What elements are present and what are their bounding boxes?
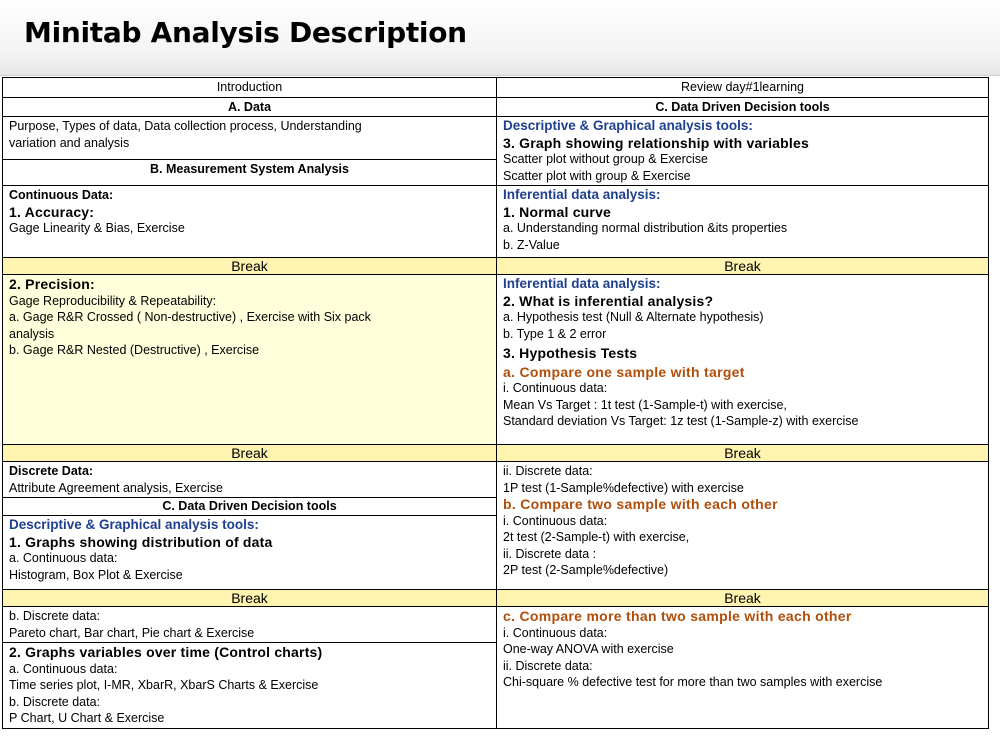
text-line: b. Type 1 & 2 error [503, 326, 607, 341]
section-c-tools-left: C. Data Driven Decision tools [3, 498, 497, 516]
subheading: Continuous Data: [9, 188, 114, 202]
subheading: Discrete Data: [9, 464, 94, 478]
slide-header [0, 0, 1000, 76]
text-line: a. Gage R&R Crossed ( Non-destructive) , Exercise with Six pack [9, 310, 371, 324]
text-line: 2t test (2-Sample-t) with exercise, [503, 530, 690, 544]
table-row [3, 97, 989, 117]
text-line: a. Continuous data: [9, 551, 118, 565]
multi-sample-cell [497, 607, 989, 729]
section-a-data: A. Data [3, 97, 497, 117]
break-label: Break [497, 445, 989, 462]
text-line: ii. Discrete data : [503, 546, 597, 561]
text-line: Purpose, Types of data, Data collection process, Understanding [9, 119, 362, 133]
table-header-row [3, 78, 989, 98]
break-label: Break [497, 590, 989, 607]
text-line: P Chart, U Chart & Exercise [9, 711, 165, 725]
topic-heading: 1. Graphs showing distribution of data [9, 533, 273, 550]
discrete-data-cell [3, 462, 497, 498]
text-line: One-way ANOVA with exercise [503, 642, 674, 656]
text-line: Scatter plot with group & Exercise [503, 168, 691, 183]
discrete-charts-cell [3, 607, 497, 643]
text-line: Mean Vs Target : 1t test (1-Sample-t) with exercise, [503, 397, 787, 412]
header-introduction: Introduction [3, 78, 497, 98]
orange-subtitle: c. Compare more than two sample with each other [503, 608, 852, 624]
slide-title: Minitab Analysis Description [24, 16, 467, 49]
topic-heading: 1. Accuracy: [9, 203, 95, 220]
text-line: 1P test (1-Sample%defective) with exercise [503, 480, 744, 495]
text-line: a. Understanding normal distribution &its properties [503, 221, 788, 235]
relationship-graphs-cell [497, 117, 989, 186]
section-b-msa: B. Measurement System Analysis [3, 160, 497, 186]
table-row [3, 462, 989, 498]
blue-subtitle: Inferential data analysis: [503, 187, 661, 202]
topic-heading: 2. Graphs variables over time (Control charts) [9, 644, 323, 660]
data-topics-cell [3, 117, 497, 160]
text-line: Scatter plot without group & Exercise [503, 152, 708, 166]
text-line: Pareto chart, Bar chart, Pie chart & Exercise [9, 625, 255, 640]
agenda-table [2, 77, 989, 729]
text-line: Time series plot, I-MR, XbarR, XbarS Charts & Exercise [9, 678, 319, 692]
break-row [3, 590, 989, 607]
precision-cell [3, 275, 497, 445]
text-line: Attribute Agreement analysis, Exercise [9, 480, 223, 495]
table-row [3, 117, 989, 160]
text-line: b. Discrete data: [9, 694, 101, 709]
break-row [3, 258, 989, 275]
text-line: ii. Discrete data: [503, 658, 593, 673]
orange-subtitle: b. Compare two sample with each other [503, 496, 778, 512]
table-row [3, 607, 989, 643]
topic-heading: 3. Hypothesis Tests [503, 345, 638, 361]
text-line: i. Continuous data: [503, 625, 608, 640]
blue-subtitle: Descriptive & Graphical analysis tools: [9, 517, 259, 532]
normal-curve-cell [497, 186, 989, 258]
text-line: Standard deviation Vs Target: 1z test (1-Sample-z) with exercise [503, 414, 859, 428]
blue-subtitle: Inferential data analysis: [503, 276, 661, 291]
break-label: Break [497, 258, 989, 275]
text-line: ii. Discrete data: [503, 464, 593, 478]
hypothesis-cell [497, 275, 989, 445]
two-sample-cell [497, 462, 989, 590]
blue-subtitle: Descriptive & Graphical analysis tools: [503, 118, 753, 133]
orange-subtitle: a. Compare one sample with target [503, 363, 745, 380]
topic-heading: 1. Normal curve [503, 203, 612, 220]
text-line: b. Discrete data: [9, 609, 101, 623]
text-line: a. Continuous data: [9, 661, 118, 676]
break-row [3, 445, 989, 462]
topic-heading: 3. Graph showing relationship with variables [503, 134, 809, 151]
table-row [3, 275, 989, 445]
break-label: Break [3, 445, 497, 462]
text-line: variation and analysis [9, 135, 130, 150]
text-line: Chi-square % defective test for more than two samples with exercise [503, 675, 883, 689]
text-line: b. Gage R&R Nested (Destructive) , Exercise [9, 343, 260, 357]
header-review: Review day#1learning [497, 78, 989, 98]
text-line: b. Z-Value [503, 237, 560, 252]
text-line: analysis [9, 326, 55, 341]
text-line: Histogram, Box Plot & Exercise [9, 567, 183, 582]
accuracy-cell [3, 186, 497, 258]
control-charts-cell [3, 643, 497, 729]
topic-heading: 2. What is inferential analysis? [503, 292, 714, 309]
text-line: a. Hypothesis test (Null & Alternate hypothesis) [503, 310, 764, 324]
table-row [3, 186, 989, 258]
text-line: Gage Reproducibility & Repeatability: [9, 293, 217, 308]
text-line: i. Continuous data: [503, 513, 608, 528]
topic-heading: 2. Precision: [9, 276, 95, 292]
break-label: Break [3, 258, 497, 275]
distribution-graphs-cell [3, 516, 497, 590]
section-c-tools-right: C. Data Driven Decision tools [497, 97, 989, 117]
text-line: i. Continuous data: [503, 381, 608, 395]
text-line: Gage Linearity & Bias, Exercise [9, 221, 185, 235]
break-label: Break [3, 590, 497, 607]
text-line: 2P test (2-Sample%defective) [503, 563, 669, 577]
